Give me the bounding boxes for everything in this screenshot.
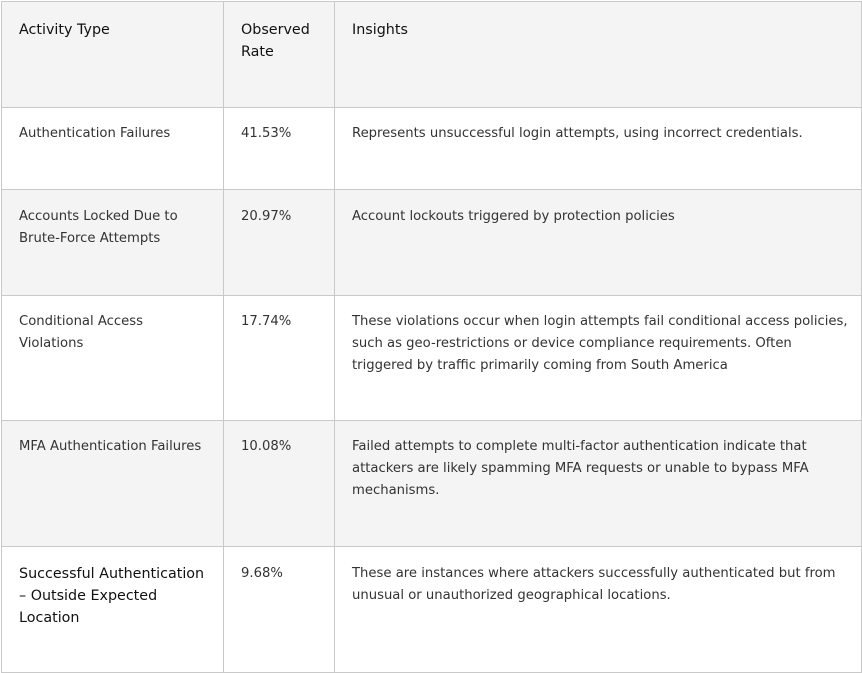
header-activity-type — [2, 2, 224, 108]
insights-cell — [335, 108, 862, 190]
header-observed-rate-label: Observed Rate — [241, 22, 310, 60]
observed-rate-cell — [224, 108, 335, 190]
table-row — [2, 421, 862, 547]
observed-rate-cell — [224, 421, 335, 547]
table-row — [2, 108, 862, 190]
header-insights-label: Insights — [352, 22, 408, 38]
observed-rate-text: 9.68% — [241, 566, 283, 581]
insights-text: Failed attempts to complete multi-factor authentication indicate that attackers are likely spamming MFA requests or unable to bypass MFA mechanisms. — [352, 439, 809, 498]
insights-text: Account lockouts triggered by protection policies — [352, 209, 675, 224]
insights-text: These violations occur when login attempts fail conditional access policies, such as geo-restrictions or device compliance requirements. Often triggered by traffic primarily coming from South America — [352, 314, 848, 373]
insights-cell — [335, 190, 862, 296]
observed-rate-cell — [224, 190, 335, 296]
header-activity-type-label: Activity Type — [19, 22, 110, 38]
insights-text: Represents unsuccessful login attempts, using incorrect credentials. — [352, 126, 803, 141]
insights-text: These are instances where attackers successfully authenticated but from unusual or unauthorized geographical locations. — [352, 566, 836, 603]
insights-cell — [335, 421, 862, 547]
table-header-row — [2, 2, 862, 108]
activity-type-text: Conditional Access Violations — [19, 314, 144, 351]
header-insights — [335, 2, 862, 108]
table-row — [2, 547, 862, 673]
table-row — [2, 190, 862, 296]
activity-type-text: MFA Authentication Failures — [19, 439, 202, 454]
insights-cell — [335, 296, 862, 421]
activity-type-cell — [2, 296, 224, 421]
header-observed-rate — [224, 2, 335, 108]
activity-type-text: Authentication Failures — [19, 126, 171, 141]
observed-rate-text: 17.74% — [241, 314, 292, 329]
activity-table — [1, 1, 862, 673]
activity-type-cell — [2, 421, 224, 547]
activity-type-text: Accounts Locked Due to Brute-Force Attempts — [19, 209, 178, 246]
activity-type-cell — [2, 190, 224, 296]
observed-rate-cell — [224, 296, 335, 421]
activity-type-text: Successful Authentication – Outside Expected Location — [19, 566, 205, 626]
observed-rate-text: 10.08% — [241, 439, 292, 454]
activity-type-cell — [2, 547, 224, 673]
observed-rate-cell — [224, 547, 335, 673]
insights-cell — [335, 547, 862, 673]
activity-type-cell — [2, 108, 224, 190]
observed-rate-text: 20.97% — [241, 209, 292, 224]
table-row — [2, 296, 862, 421]
observed-rate-text: 41.53% — [241, 126, 292, 141]
